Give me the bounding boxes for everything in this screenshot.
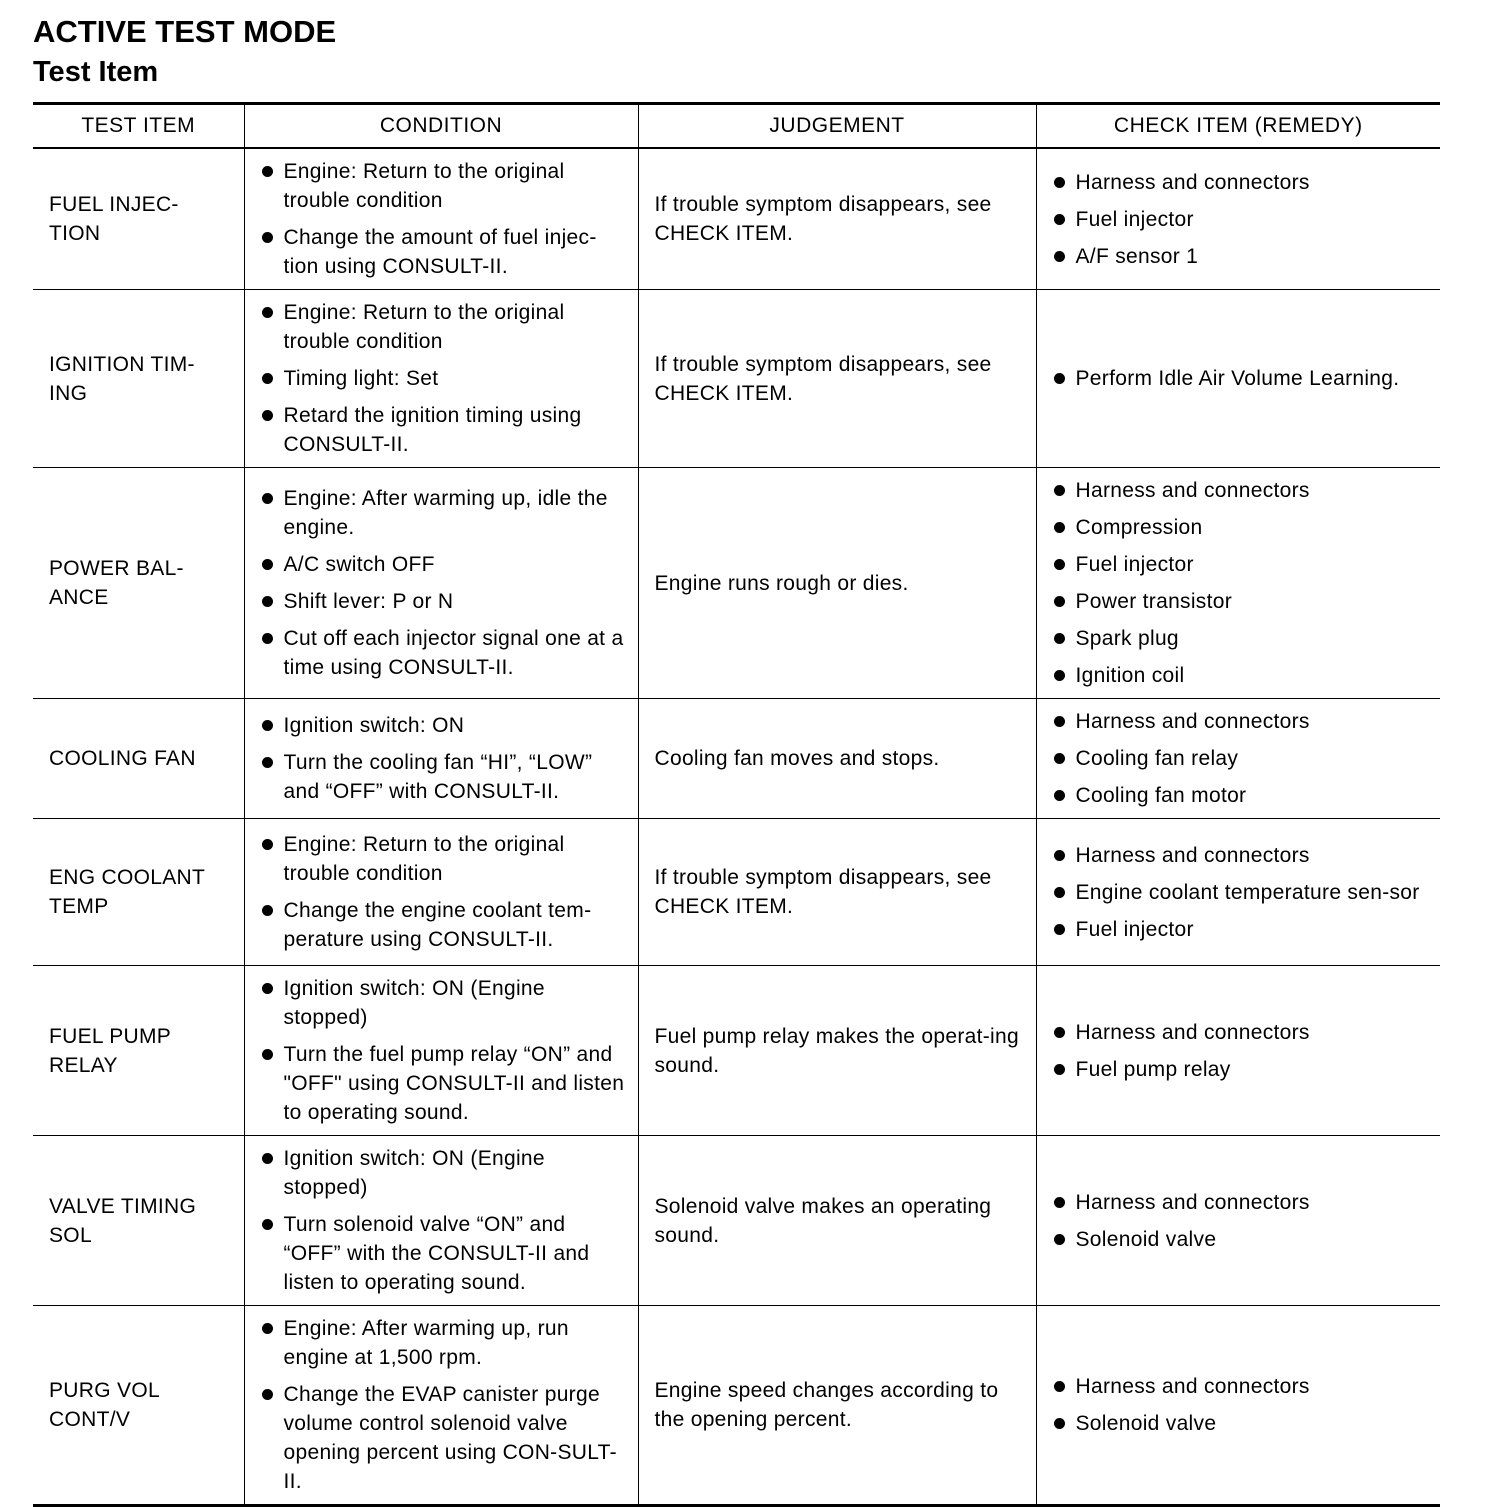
check-item <box>1053 781 1431 810</box>
condition-cell-list <box>261 157 628 281</box>
test-item-name: COOLING FAN <box>49 747 196 770</box>
bullet-icon <box>1054 633 1065 644</box>
check-item-text: Perform Idle Air Volume Learning. <box>1075 367 1400 390</box>
condition-item <box>261 364 628 393</box>
bullet-icon <box>1054 1064 1065 1075</box>
check-item <box>1053 915 1431 944</box>
test-item-name: FUEL PUMP RELAY <box>49 1024 172 1077</box>
check-item <box>1053 1372 1431 1401</box>
condition-item-text: Change the EVAP canister purge volume control solenoid valve opening percent using CON-SULT-II. <box>283 1383 617 1493</box>
table-body <box>33 148 1440 1506</box>
condition-item-text: Engine: Return to the original trouble condition <box>283 160 565 212</box>
condition-item-text: Turn the cooling fan “HI”, “LOW” and “OFF” with CONSULT-II. <box>283 751 593 803</box>
condition-item-text: Timing light: Set <box>283 367 439 390</box>
check-item-text: Spark plug <box>1075 627 1179 650</box>
check-item-text: A/F sensor 1 <box>1075 244 1199 268</box>
bullet-icon <box>262 757 273 768</box>
check-item-text: Harness and connectors <box>1075 843 1310 867</box>
judgement-text: Engine runs rough or dies. <box>654 571 909 595</box>
judgement-cell <box>638 1136 1036 1306</box>
test-item-name: VALVE TIMING SOL <box>49 1194 197 1247</box>
check-item <box>1053 661 1431 690</box>
test-item-table <box>33 102 1440 1507</box>
table-row <box>33 1306 1440 1506</box>
condition-item <box>261 1040 628 1127</box>
bullet-icon <box>1054 716 1065 727</box>
check-item-cell-list <box>1053 364 1431 393</box>
table-row <box>33 819 1440 966</box>
check-item-text: Fuel injector <box>1075 917 1194 941</box>
judgement-text: If trouble symptom disappears, see CHECK ITEM. <box>654 866 992 918</box>
bullet-icon <box>1054 1234 1065 1245</box>
column-header-condition: CONDITION <box>244 104 638 149</box>
bullet-icon <box>262 1153 273 1164</box>
check-item-text: Power transistor <box>1075 590 1233 613</box>
bullet-icon <box>262 493 273 504</box>
condition-item <box>261 1210 628 1297</box>
condition-item-text: Engine: Return to the original trouble condition <box>283 301 565 353</box>
check-item-text: Fuel injector <box>1075 553 1194 576</box>
check-item-text: Compression <box>1075 516 1203 539</box>
table-row <box>33 699 1440 819</box>
bullet-icon <box>1054 559 1065 570</box>
bullet-icon <box>262 410 273 421</box>
condition-item <box>261 974 628 1032</box>
table-row <box>33 468 1440 699</box>
bullet-icon <box>262 1323 273 1334</box>
check-item <box>1053 364 1431 393</box>
condition-item <box>261 896 628 954</box>
judgement-text: Cooling fan moves and stops. <box>654 747 940 770</box>
condition-cell-list <box>261 1314 628 1496</box>
judgement-cell <box>638 966 1036 1136</box>
condition-cell <box>244 1136 638 1306</box>
test-item-cell <box>33 1306 244 1506</box>
check-item <box>1053 168 1431 197</box>
check-item-text: Fuel pump relay <box>1075 1057 1231 1081</box>
check-item-text: Solenoid valve <box>1075 1227 1217 1251</box>
condition-item-text: Cut off each injector signal one at a time using CONSULT-II. <box>283 627 624 679</box>
check-item <box>1053 744 1431 773</box>
check-item-cell <box>1036 966 1440 1136</box>
check-item-cell-list <box>1053 1372 1431 1438</box>
bullet-icon <box>1054 177 1065 188</box>
page-subtitle: Test Item <box>33 56 159 88</box>
check-item-text: Harness and connectors <box>1075 1020 1310 1044</box>
test-item-name: ENG COOLANT TEMP <box>49 866 206 918</box>
condition-item-text: Change the engine coolant tem-perature using CONSULT-II. <box>283 899 592 951</box>
condition-item <box>261 298 628 356</box>
condition-cell <box>244 819 638 966</box>
bullet-icon <box>262 983 273 994</box>
check-item-text: Ignition coil <box>1075 664 1185 687</box>
check-item-cell-list <box>1053 841 1431 944</box>
condition-item <box>261 1380 628 1496</box>
check-item-cell <box>1036 290 1440 468</box>
bullet-icon <box>1054 485 1065 496</box>
check-item-cell <box>1036 1136 1440 1306</box>
bullet-icon <box>262 166 273 177</box>
bullet-icon <box>1054 373 1065 384</box>
bullet-icon <box>1054 790 1065 801</box>
test-item-name: POWER BAL- ANCE <box>49 557 184 609</box>
test-item-cell <box>33 819 244 966</box>
check-item-text: Harness and connectors <box>1075 1190 1310 1214</box>
condition-item-text: Engine: After warming up, run engine at 1,500 rpm. <box>283 1317 569 1369</box>
test-item-cell <box>33 148 244 290</box>
check-item-cell-list <box>1053 1188 1431 1254</box>
test-item-cell <box>33 290 244 468</box>
check-item-text: Engine coolant temperature sen-sor <box>1075 880 1420 904</box>
bullet-icon <box>262 1219 273 1230</box>
check-item <box>1053 205 1431 234</box>
check-item-text: Harness and connectors <box>1075 170 1310 194</box>
judgement-cell <box>638 699 1036 819</box>
bullet-icon <box>262 373 273 384</box>
condition-cell <box>244 148 638 290</box>
judgement-cell <box>638 148 1036 290</box>
check-item-cell <box>1036 148 1440 290</box>
bullet-icon <box>262 633 273 644</box>
bullet-icon <box>1054 887 1065 898</box>
bullet-icon <box>1054 924 1065 935</box>
page-title: ACTIVE TEST MODE <box>33 14 337 49</box>
condition-item <box>261 711 628 740</box>
column-header-test-item: TEST ITEM <box>33 104 244 149</box>
condition-cell <box>244 1306 638 1506</box>
bullet-icon <box>262 596 273 607</box>
condition-item <box>261 830 628 888</box>
document-page <box>33 12 1440 1507</box>
condition-cell-list <box>261 830 628 954</box>
condition-cell-list <box>261 974 628 1127</box>
check-item <box>1053 624 1431 653</box>
condition-cell-list <box>261 298 628 459</box>
check-item <box>1053 476 1431 505</box>
condition-cell-list <box>261 711 628 806</box>
column-header-check-item: CHECK ITEM (REMEDY) <box>1036 104 1440 149</box>
check-item <box>1053 242 1431 271</box>
check-item <box>1053 878 1431 907</box>
check-item-text: Harness and connectors <box>1075 479 1310 502</box>
condition-item-text: Engine: After warming up, idle the engine. <box>283 487 608 539</box>
check-item-cell-list <box>1053 707 1431 810</box>
condition-item-text: Ignition switch: ON (Engine stopped) <box>283 977 545 1029</box>
condition-item-text: Ignition switch: ON (Engine stopped) <box>283 1147 545 1199</box>
check-item <box>1053 587 1431 616</box>
bullet-icon <box>1054 850 1065 861</box>
bullet-icon <box>262 559 273 570</box>
test-item-name: FUEL INJEC- TION <box>49 193 179 245</box>
test-item-cell <box>33 966 244 1136</box>
bullet-icon <box>1054 753 1065 764</box>
check-item-cell-list <box>1053 476 1431 690</box>
table-header-row <box>33 104 1440 149</box>
judgement-text: Engine speed changes according to the opening percent. <box>654 1379 999 1431</box>
bullet-icon <box>1054 596 1065 607</box>
bullet-icon <box>262 232 273 243</box>
condition-item-text: Ignition switch: ON <box>283 714 465 737</box>
condition-cell <box>244 468 638 699</box>
condition-cell <box>244 699 638 819</box>
condition-item <box>261 587 628 616</box>
column-header-judgement: JUDGEMENT <box>638 104 1036 149</box>
judgement-cell <box>638 819 1036 966</box>
table-row <box>33 1136 1440 1306</box>
judgement-text: If trouble symptom disappears, see CHECK ITEM. <box>654 352 992 405</box>
bullet-icon <box>262 720 273 731</box>
condition-cell <box>244 290 638 468</box>
condition-item-text: Engine: Return to the original trouble condition <box>283 833 565 885</box>
judgement-text: Solenoid valve makes an operating sound. <box>654 1194 992 1247</box>
table-row <box>33 966 1440 1136</box>
condition-item-text: Retard the ignition timing using CONSULT-II. <box>283 404 582 456</box>
check-item-cell <box>1036 468 1440 699</box>
condition-item <box>261 401 628 459</box>
condition-item <box>261 1314 628 1372</box>
check-item-cell <box>1036 819 1440 966</box>
condition-item-text: Shift lever: P or N <box>283 590 454 613</box>
judgement-cell <box>638 468 1036 699</box>
condition-item <box>261 624 628 682</box>
condition-item-text: A/C switch OFF <box>283 553 435 576</box>
check-item-text: Harness and connectors <box>1075 710 1310 733</box>
judgement-text: If trouble symptom disappears, see CHECK ITEM. <box>654 193 992 245</box>
condition-item-text: Turn the fuel pump relay “ON” and "OFF" using CONSULT-II and listen to operating sound. <box>283 1043 625 1124</box>
check-item-cell-list <box>1053 1018 1431 1084</box>
test-item-cell <box>33 699 244 819</box>
condition-item <box>261 484 628 542</box>
condition-item <box>261 1144 628 1202</box>
check-item-cell <box>1036 699 1440 819</box>
condition-cell-list <box>261 484 628 682</box>
bullet-icon <box>262 1389 273 1400</box>
check-item <box>1053 841 1431 870</box>
condition-item-text: Turn solenoid valve “ON” and “OFF” with the CONSULT-II and listen to operating sound. <box>283 1213 590 1294</box>
check-item-text: Cooling fan motor <box>1075 784 1247 807</box>
check-item <box>1053 513 1431 542</box>
table-row <box>33 290 1440 468</box>
bullet-icon <box>262 307 273 318</box>
check-item <box>1053 1409 1431 1438</box>
check-item <box>1053 550 1431 579</box>
check-item-cell <box>1036 1306 1440 1506</box>
check-item <box>1053 707 1431 736</box>
bullet-icon <box>1054 670 1065 681</box>
condition-item <box>261 223 628 281</box>
check-item <box>1053 1055 1431 1084</box>
condition-cell <box>244 966 638 1136</box>
check-item-cell-list <box>1053 168 1431 271</box>
bullet-icon <box>262 839 273 850</box>
condition-cell-list <box>261 1144 628 1297</box>
check-item-text: Solenoid valve <box>1075 1412 1217 1435</box>
check-item <box>1053 1188 1431 1217</box>
condition-item <box>261 157 628 215</box>
condition-item <box>261 748 628 806</box>
bullet-icon <box>1054 214 1065 225</box>
check-item <box>1053 1225 1431 1254</box>
check-item-text: Fuel injector <box>1075 207 1194 231</box>
bullet-icon <box>1054 251 1065 262</box>
condition-item <box>261 550 628 579</box>
check-item <box>1053 1018 1431 1047</box>
table-row <box>33 148 1440 290</box>
judgement-cell <box>638 290 1036 468</box>
check-item-text: Cooling fan relay <box>1075 747 1239 770</box>
bullet-icon <box>1054 1381 1065 1392</box>
bullet-icon <box>1054 1197 1065 1208</box>
test-item-cell <box>33 468 244 699</box>
judgement-text: Fuel pump relay makes the operat-ing sound. <box>654 1024 1019 1077</box>
judgement-cell <box>638 1306 1036 1506</box>
test-item-cell <box>33 1136 244 1306</box>
bullet-icon <box>1054 1027 1065 1038</box>
bullet-icon <box>1054 522 1065 533</box>
bullet-icon <box>1054 1418 1065 1429</box>
bullet-icon <box>262 1049 273 1060</box>
condition-item-text: Change the amount of fuel injec-tion using CONSULT-II. <box>283 226 597 278</box>
test-item-name: IGNITION TIM- ING <box>49 352 195 405</box>
bullet-icon <box>262 905 273 916</box>
check-item-text: Harness and connectors <box>1075 1375 1310 1398</box>
test-item-name: PURG VOL CONT/V <box>49 1379 160 1431</box>
